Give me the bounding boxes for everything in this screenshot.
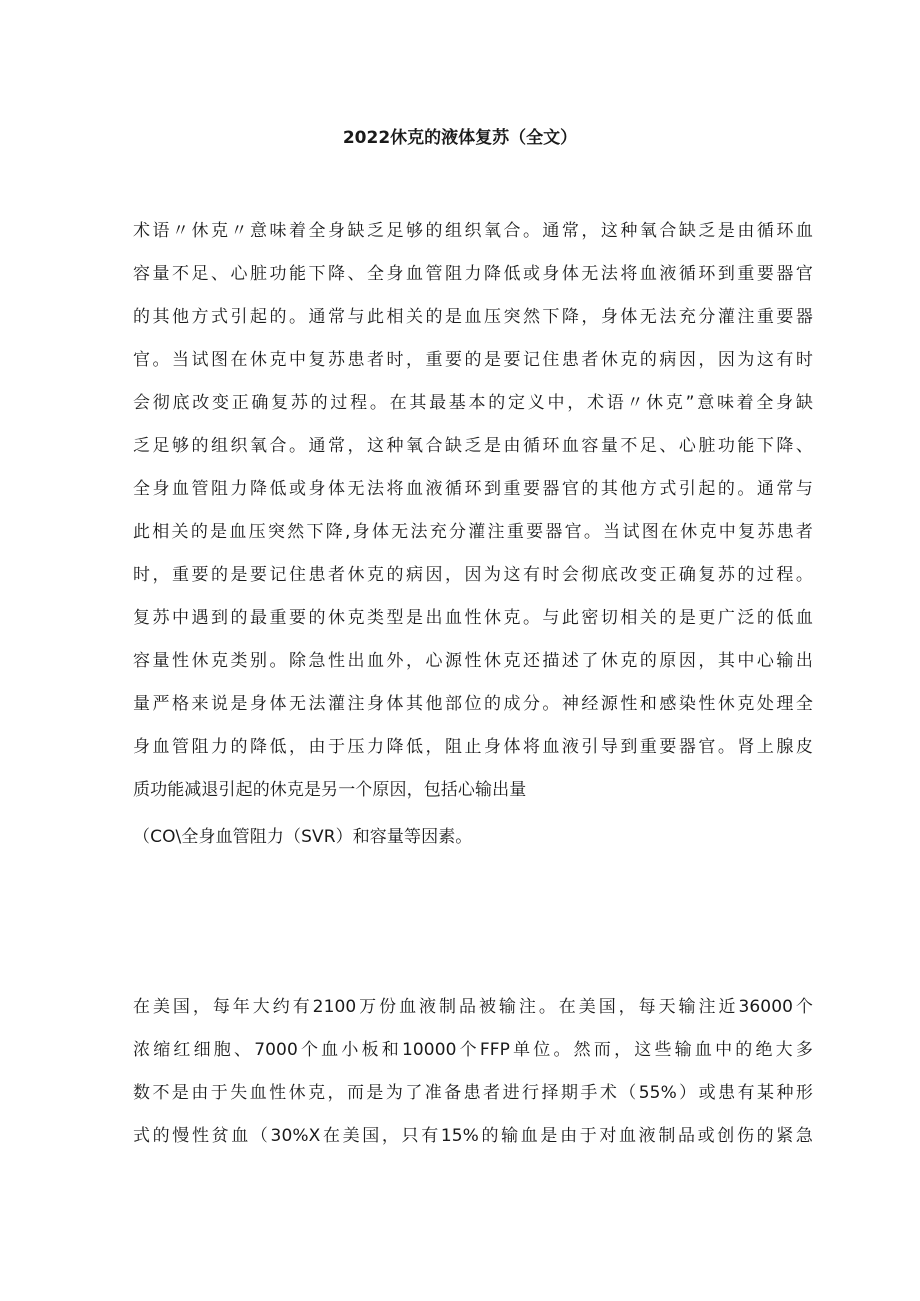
paragraph-line: 质功能减退引起的休克是另一个原因，包括心输出量 xyxy=(133,780,527,800)
paragraph-line: 乏足够的组织氧合。通常，这种氧合缺乏是由循环血容量不足、心脏功能下降、 xyxy=(133,436,813,456)
paragraph-line: 的其他方式引起的。通常与此相关的是血压突然下降，身体无法充分灌注重要器 xyxy=(133,307,813,327)
paragraph-line: 时，重要的是要记住患者休克的病因，因为这有时会彻底改变正确复苏的过程。 xyxy=(133,565,813,585)
paragraph-line: 量严格来说是身体无法灌注身体其他部位的成分。神经源性和感染性休克处理全 xyxy=(133,694,813,714)
paragraph-line: 全身血管阻力降低或身体无法将血液循环到重要器官的其他方式引起的。通常与 xyxy=(133,479,813,499)
paragraph-line: 身血管阻力的降低，由于压力降低，阻止身体将血液引导到重要器官。肾上腺皮 xyxy=(133,737,813,757)
paragraph-line: （CO\全身血管阻力（SVR）和容量等因素。 xyxy=(133,827,473,847)
paragraph-line: 术语〃休克〃意味着全身缺乏足够的组织氧合。通常，这种氧合缺乏是由循环血 xyxy=(133,221,813,241)
paragraph-line: 会彻底改变正确复苏的过程。在其最基本的定义中，术语〃休克”意味着全身缺 xyxy=(133,393,813,413)
paragraph-line: 复苏中遇到的最重要的休克类型是出血性休克。与此密切相关的是更广泛的低血 xyxy=(133,608,813,628)
document-title: 2022休克的液体复苏（全文） xyxy=(342,128,578,148)
paragraph-line: 浓缩红细胞、7000个血小板和10000个FFP单位。然而，这些输血中的绝大多 xyxy=(133,1040,813,1060)
paragraph-line: 在美国，每年大约有2100万份血液制品被输注。在美国，每天输注近36000个 xyxy=(133,997,813,1017)
paragraph-line: 式的慢性贫血（30%X在美国，只有15%的输血是由于对血液制品或创伤的紧急 xyxy=(133,1126,813,1146)
paragraph-line: 数不是由于失血性休克，而是为了准备患者进行择期手术（55%）或患有某种形 xyxy=(133,1083,813,1103)
paragraph-line: 容量不足、心脏功能下降、全身血管阻力降低或身体无法将血液循环到重要器官 xyxy=(133,264,813,284)
paragraph-line: 官。当试图在休克中复苏患者时，重要的是要记住患者休克的病因，因为这有时 xyxy=(133,350,813,370)
paragraph-line: 此相关的是血压突然下降,身体无法充分灌注重要器官。当试图在休克中复苏患者 xyxy=(133,522,813,542)
paragraph-line: 容量性休克类别。除急性出血外，心源性休克还描述了休克的原因，其中心输出 xyxy=(133,651,813,671)
